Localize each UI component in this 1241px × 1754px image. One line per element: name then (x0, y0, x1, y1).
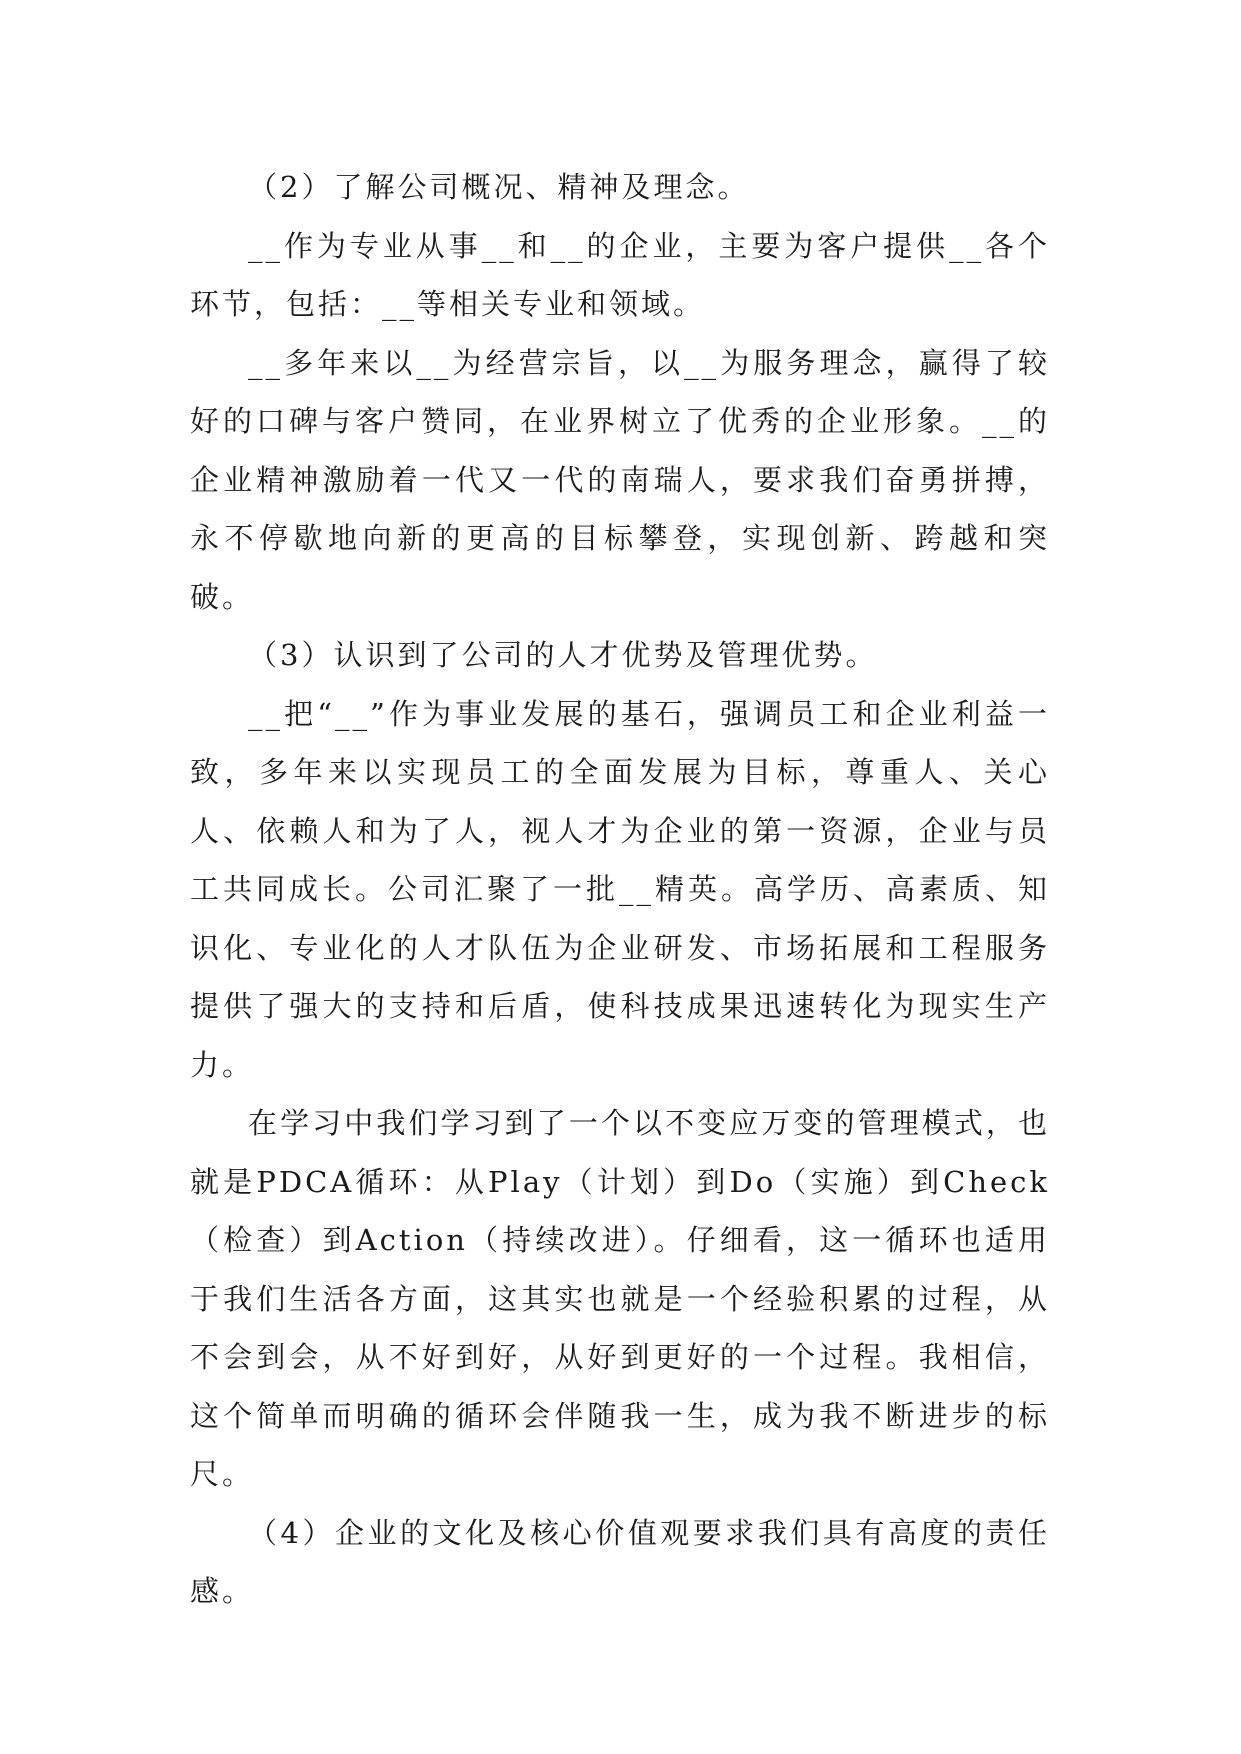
paragraph-pdca-cycle: 在学习中我们学习到了一个以不变应万变的管理模式，也就是PDCA循环：从Play（计划）到Do（实施）到Check（检查）到Action（持续改进）。仔细看，这一循环也适用于我们生活各方面，这其实也就是一个经验积累的过程，从不会到会，从不好到好，从好到更好的一个过程。我相信，这个简单而明确的循环会伴随我一生，成为我不断进步的标尺。 (190, 1106, 1050, 1491)
paragraph-company-business: __作为专业从事__和__的企业，主要为客户提供__各个环节，包括：__等相关专业和领域。 (190, 228, 1050, 321)
document-body (190, 158, 1050, 1621)
paragraph-company-spirit: __多年来以__为经营宗旨，以__为服务理念，赢得了较好的口碑与客户赞同，在业界树立了优秀的企业形象。__的企业精神激励着一代又一代的南瑞人，要求我们奋勇拼搏，永不停歇地向新的更高的目标攀登，实现创新、跨越和突破。 (190, 345, 1050, 614)
paragraph-talent-advantage: __把“__”作为事业发展的基石，强调员工和企业利益一致，多年来以实现员工的全面发展为目标，尊重人、关心人、依赖人和为了人，视人才为企业的第一资源，企业与员工共同成长。公司汇聚了一批__精英。高学历、高素质、知识化、专业化的人才队伍为企业研发、市场拓展和工程服务提供了强大的支持和后盾，使科技成果迅速转化为现实生产力。 (190, 696, 1050, 1082)
paragraph-section-4-heading: （4）企业的文化及核心价值观要求我们具有高度的责任感。 (190, 1515, 1050, 1608)
paragraph-section-2-heading: （2）了解公司概况、精神及理念。 (248, 170, 750, 204)
paragraph-section-3-heading: （3）认识到了公司的人才优势及管理优势。 (248, 638, 878, 672)
